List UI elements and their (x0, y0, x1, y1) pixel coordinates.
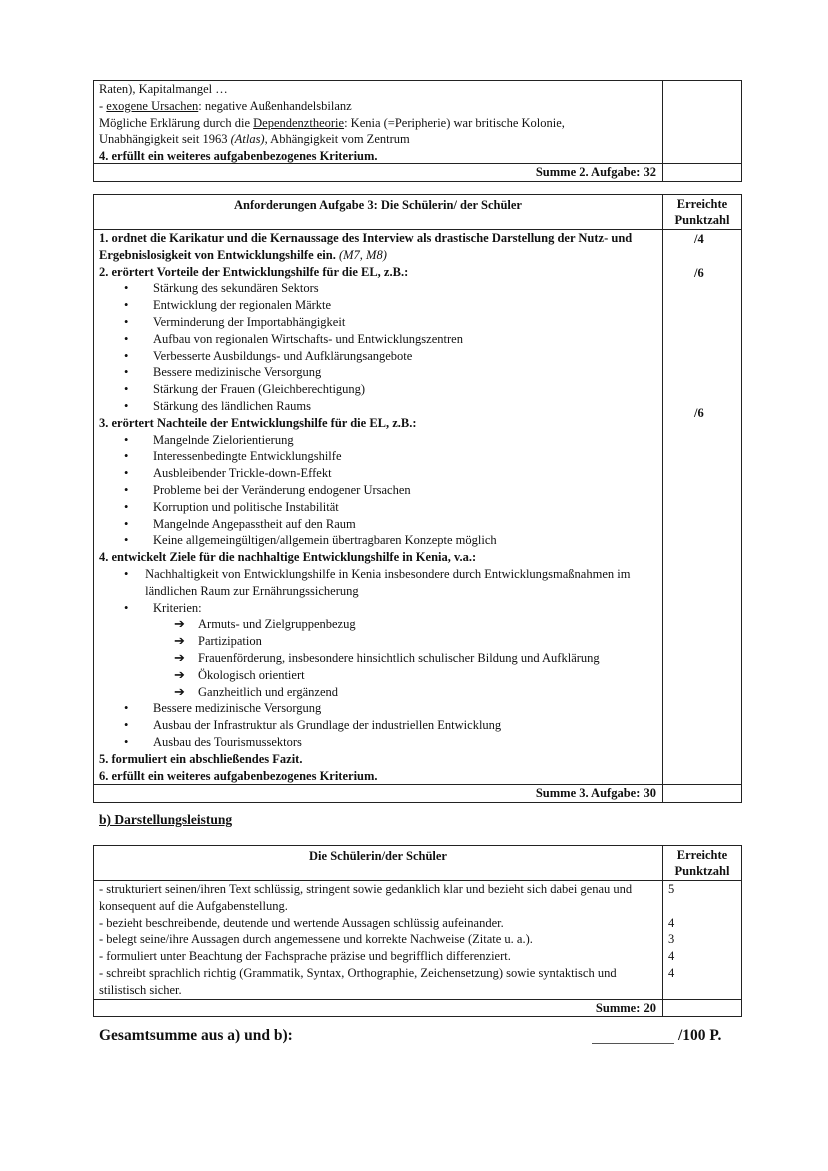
arrow-item: ➔ Partizipation (174, 633, 262, 649)
bullet-list (99, 432, 657, 550)
list-item: • Verminderung der Importabhängigkeit (124, 314, 346, 329)
list-item: • Bessere medizinische Versorgung (124, 701, 322, 716)
arrow-icon: ➔ (174, 633, 185, 649)
item-2: 2. erörtert Vorteile der Entwicklungshilfe für die EL, z.B.: (99, 264, 409, 279)
arrow-icon: ➔ (174, 666, 185, 682)
table-row: - strukturiert seinen/ihren Text schlüssig, stringent sowie gedanklich klar und bezieht sich dabei genau und konsequent auf die Aufgabenstellung. 5 (94, 881, 741, 915)
list-item: • Bessere medizinische Versorgung (124, 365, 322, 380)
list-item: • Entwicklung der regionalen Märkte (124, 298, 332, 313)
list-item: • Verbesserte Ausbildungs- und Aufklärungsangebote (124, 348, 413, 363)
table-header (94, 195, 741, 230)
arrow-item: ➔ Frauenförderung, insbesondere hinsichtlich schulischer Bildung und Aufklärung (174, 649, 600, 665)
list-item: • Ausbau des Tourismussektors (124, 734, 302, 749)
points-header: Erreichte Punktzahl (674, 197, 730, 227)
table-row: - belegt seine/ihre Aussagen durch angemessene und korrekte Nachweise (Zitate u. a.). 3 (94, 931, 741, 948)
bullet-list (99, 280, 657, 414)
arrow-item: ➔ Ökologisch orientiert (174, 666, 305, 682)
arrow-item: ➔ Armuts- und Zielgruppenbezug (174, 616, 356, 632)
total-blank-line (592, 1043, 674, 1044)
table-task2-end (93, 80, 742, 182)
list-item: • Stärkung der Frauen (Gleichberechtigung) (124, 382, 366, 397)
table-task3 (93, 194, 742, 803)
header-label: Die Schülerin/der Schüler (94, 846, 663, 880)
criterion: 4. erfüllt ein weiteres aufgabenbezogenes Kriterium. (99, 149, 378, 164)
table-row: - formuliert unter Beachtung der Fachsprache präzise und begrifflich differenziert. 4 (94, 948, 741, 965)
text-line: Mögliche Erklärung durch die Dependenztheorie: Kenia (=Peripherie) war britische Kolonie, (99, 115, 565, 130)
section-title: b) Darstellungsleistung (99, 812, 233, 827)
list-item: • Keine allgemeingültigen/allgemein übertragbaren Konzepte möglich (124, 533, 497, 548)
list-item: • Probleme bei der Veränderung endogener Ursachen (124, 482, 411, 497)
header-label: Anforderungen Aufgabe 3: Die Schülerin/ der Schüler (94, 195, 663, 229)
list-item: • Ausbau der Infrastruktur als Grundlage der industriellen Entwicklung (124, 718, 502, 733)
points-item-3: /6 (694, 406, 704, 420)
arrow-icon: ➔ (174, 683, 185, 699)
list-item: • Mangelnde Zielorientierung (124, 432, 294, 447)
sum-row (94, 784, 741, 802)
arrow-icon: ➔ (174, 616, 185, 632)
points-header: Erreichte Punktzahl (674, 848, 730, 878)
table-row: - schreibt sprachlich richtig (Grammatik, Syntax, Orthographie, Zeichensetzung) sowie syntaktisch und stilistisch sicher. 4 (94, 965, 741, 999)
item-3: 3. erörtert Nachteile der Entwicklungshilfe für die EL, z.B.: (99, 415, 417, 430)
sum-label: Summe 2. Aufgabe: 32 (94, 164, 663, 181)
list-item: • Stärkung des sekundären Sektors (124, 281, 319, 296)
points-item-1: /4 (694, 232, 704, 246)
text-line: Unabhängigkeit seit 1963 (Atlas), Abhängigkeit vom Zentrum (99, 132, 410, 147)
text-line: Raten), Kapitalmangel … (99, 82, 228, 96)
list-item: • Korruption und politische Instabilität (124, 499, 339, 514)
sum-label: Summe 3. Aufgabe: 30 (94, 785, 663, 802)
list-item: • Stärkung des ländlichen Raums (124, 398, 311, 413)
arrow-item: ➔ Ganzheitlich und ergänzend (174, 683, 338, 699)
list-item: • Nachhaltigkeit von Entwicklungshilfe in Kenia insbesondere durch Entwicklungsmaßnahmen im ländlichen Raum zur Ernährungssicherung (124, 566, 631, 598)
list-item: • Aufbau von regionalen Wirtschafts- und Entwicklungszentren (124, 331, 463, 346)
text-line: - exogene Ursachen: negative Außenhandelsbilanz (99, 98, 352, 113)
sum-row (94, 999, 741, 1017)
sum-label: Summe: 20 (94, 1000, 663, 1017)
table-header (94, 846, 741, 881)
list-item: • Kriterien: (124, 600, 202, 615)
sum-row (94, 163, 741, 181)
total-points: /100 P. (678, 1027, 722, 1044)
item-4: 4. entwickelt Ziele für die nachhaltige Entwicklungshilfe in Kenia, v.a.: (99, 550, 477, 565)
list-item: • Interessenbedingte Entwicklungshilfe (124, 449, 342, 464)
list-item: • Mangelnde Angepasstheit auf den Raum (124, 516, 356, 531)
item-6: 6. erfüllt ein weiteres aufgabenbezogenes Kriterium. (99, 768, 378, 783)
item-5: 5. formuliert ein abschließendes Fazit. (99, 751, 303, 766)
points-item-2: /6 (694, 266, 704, 280)
table-row: - bezieht beschreibende, deutende und wertende Aussagen schlüssig aufeinander. 4 (94, 915, 741, 932)
list-item: • Ausbleibender Trickle-down-Effekt (124, 466, 332, 481)
total-label: Gesamtsumme aus a) und b): (99, 1027, 293, 1044)
item-1: 1. ordnet die Karikatur und die Kernaussage des Interview als drastische Darstellung der Nutz- und Ergebnislosigkeit von Entwicklungshilfe ein. (M7, M8) (99, 231, 633, 262)
arrow-icon: ➔ (174, 649, 185, 665)
table-presentation (93, 845, 742, 1017)
